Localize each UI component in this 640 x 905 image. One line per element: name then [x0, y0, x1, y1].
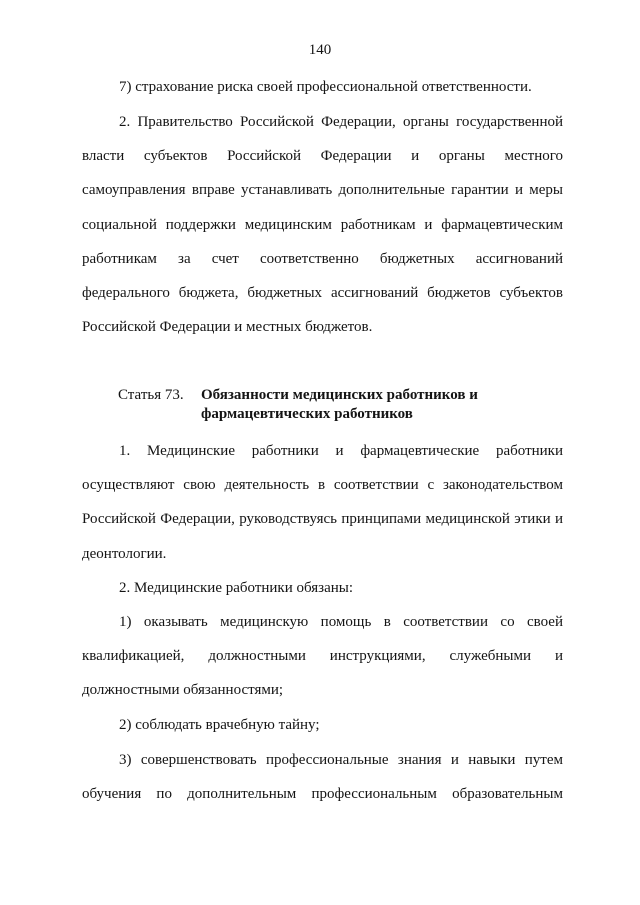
- paragraph-obligation-2: 2) соблюдать врачебную тайну;: [119, 717, 320, 733]
- paragraph-government-guarantees: 2. Правительство Российской Федерации, органы государственной власти субъектов Российской Федерации и органы местного самоуправления вправе устанавливать дополнительные гарантии и меры социальной поддержки медицинским работникам и фармацевтическим работникам за счет соответственно бюджетных ассигнований федерального бюджета, бюджетных ассигнований бюджетов субъектов Российской Федерации и местных бюджетов.: [82, 114, 563, 336]
- paragraph-activity-basis: 1. Медицинские работники и фармацевтические работники осуществляют свою деятельность в соответствии с законодательством Российской Федерации, руководствуясь принципами медицинской этики и деонтологии.: [82, 443, 563, 562]
- paragraph-insurance-item: 7) страхование риска своей профессиональной ответственности.: [119, 79, 532, 95]
- paragraph-obligation-1: 1) оказывать медицинскую помощь в соответствии со своей квалификацией, должностными инструкциями, служебными и должностными обязанностями;: [82, 614, 563, 699]
- paragraph-obligations-intro: 2. Медицинские работники обязаны:: [119, 580, 354, 596]
- article-title: Обязанности медицинских работников и фармацевтических работников: [201, 387, 478, 422]
- paragraph-obligation-3: 3) совершенствовать профессиональные знания и навыки путем обучения по дополнительным профессиональным образовательным: [82, 752, 563, 803]
- article-number: Статья 73.: [118, 387, 184, 403]
- page-number: 140: [308, 42, 332, 58]
